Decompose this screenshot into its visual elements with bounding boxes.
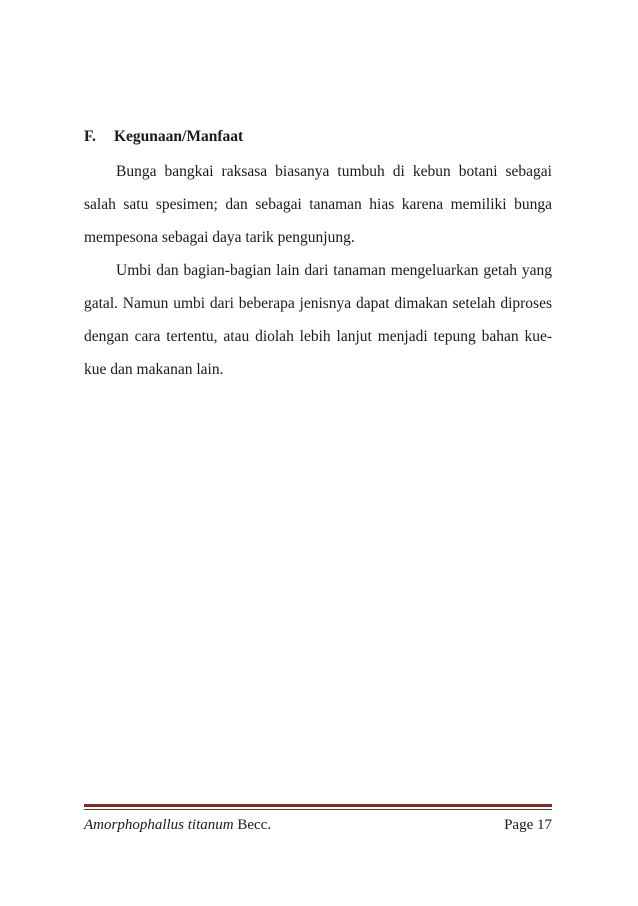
paragraph-1: Bunga bangkai raksasa biasanya tumbuh di kebun botani sebagai salah satu spesimen; dan sebagai tanaman hias karena memiliki bunga mempesona sebagai daya tarik pengunjung. <box>84 163 552 246</box>
footer-title <box>84 814 271 836</box>
section-number: F. <box>84 128 96 145</box>
section-heading <box>84 125 552 149</box>
page-content <box>84 125 552 386</box>
footer-species: Amorphophallus titanum <box>84 817 234 833</box>
section-title: Kegunaan/Manfaat <box>114 128 244 145</box>
footer-rule-thin <box>84 809 552 810</box>
footer-author: Becc. <box>237 817 272 833</box>
footer-rule <box>84 804 552 807</box>
paragraph-2: Umbi dan bagian-bagian lain dari tanaman mengeluarkan getah yang gatal. Namun umbi dari beberapa jenisnya dapat dimakan setelah diproses dengan cara tertentu, atau diolah lebih lanjut menjadi tepung bahan kue-kue dan makanan lain. <box>84 262 552 378</box>
page-number: Page 17 <box>504 817 552 833</box>
page-footer <box>84 814 552 836</box>
